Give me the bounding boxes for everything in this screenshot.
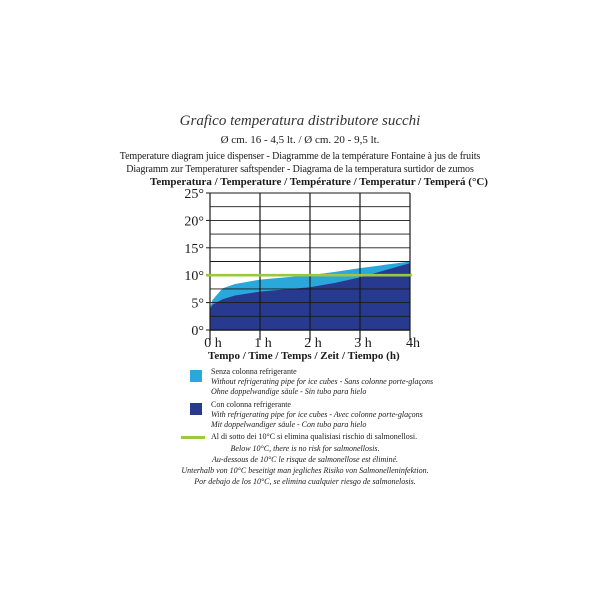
threshold-note-de: Unterhalb von 10°C beseitigt man jegliches Risiko von Salmonelleninfektion. (181, 466, 429, 475)
y-tick-label: 10° (184, 269, 204, 285)
legend-entry-dark (211, 400, 423, 430)
x-tick-label: 3 h (354, 336, 372, 351)
y-tick-label: 25° (184, 187, 204, 202)
x-tick-label: 0 h (204, 336, 222, 351)
x-tick-label: 2 h (304, 336, 322, 351)
threshold-note-fr: Au-dessous de 10°C le risque de salmonellose est éliminé. (211, 455, 399, 464)
legend-dark-title: Con colonna refrigerante (211, 400, 291, 409)
y-tick-label: 5° (191, 296, 204, 312)
chart-subtitle-line-2: Diagramm zur Temperaturer saftspender - Diagrama de la temperatura surtidor de zumos (126, 164, 474, 175)
legend-threshold-title: Al di sotto dei 10°C si elimina qualisiasi rischio di salmonellosi. (211, 432, 418, 441)
threshold-note-es: Por debajo de los 10°C, se elimina cualquier riesgo de salmonelosis. (194, 477, 416, 486)
x-tick-label: 1 h (254, 336, 272, 351)
legend-swatch-light (190, 370, 202, 382)
legend-light-line-2: Ohne doppelwandige säule - Sin tubo para hielo (211, 387, 367, 396)
legend-threshold-line (181, 436, 205, 439)
legend-entry-light (211, 367, 433, 397)
y-tick-label: 20° (184, 214, 204, 230)
x-axis-label: Tempo / Time / Temps / Zeit / Tiempo (h) (208, 350, 400, 362)
legend-light-title: Senza colonna refrigerante (211, 367, 297, 376)
legend-dark-line-1: With refrigerating pipe for ice cubes - Avec colonne porte-glaçons (211, 410, 423, 419)
chart-subtitle: Ø cm. 16 - 4,5 lt. / Ø cm. 20 - 9,5 lt. (220, 134, 380, 146)
chart-subtitle-line-1: Temperature diagram juice dispenser - Diagramme de la température Fontaine à jus de fruits (119, 151, 481, 162)
legend-swatch-dark (190, 403, 202, 415)
chart-title: Grafico temperatura distributore succhi (179, 113, 421, 129)
legend-dark-line-2: Mit doppelwandiger säule - Con tubo para hielo (211, 420, 367, 429)
legend-light-line-1: Without refrigerating pipe for ice cubes - Sans colonne porte-glaçons (211, 377, 434, 386)
x-tick-label: 4h (406, 336, 420, 351)
y-tick-label: 0° (191, 324, 204, 339)
y-axis-label: Temperatura / Temperature / Température / Temperatur / Temperá (°C) (150, 176, 488, 188)
threshold-note-en: Below 10°C, there is no risk for salmonellosis. (230, 444, 380, 453)
y-tick-label: 15° (184, 241, 204, 257)
